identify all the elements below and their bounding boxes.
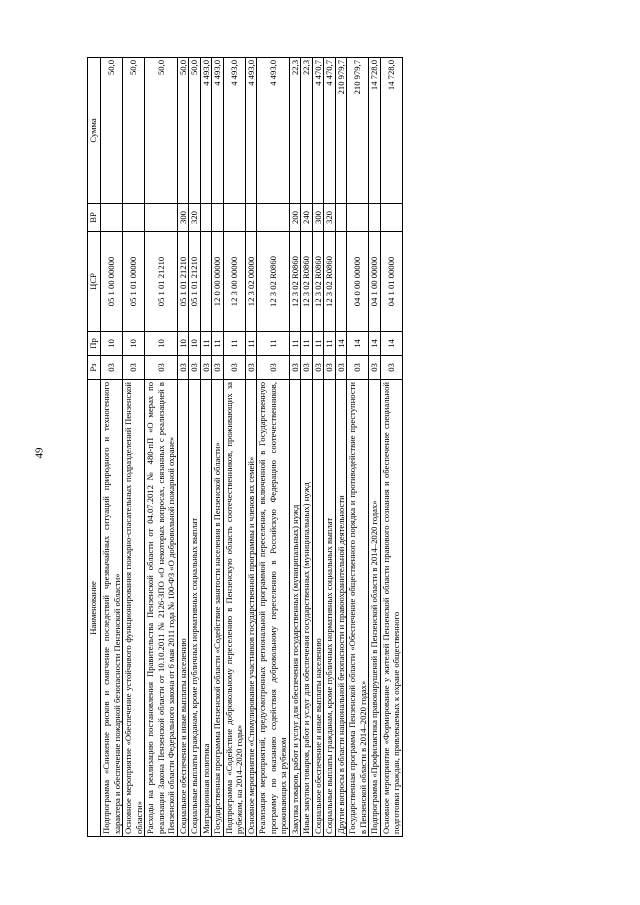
cell-vr <box>223 204 245 232</box>
table-row <box>245 58 257 837</box>
cell-sum: 4 493,0 <box>257 58 290 204</box>
cell-rz: 03 <box>177 356 189 380</box>
cell-name: Другие вопросы в области национальной безопасности и правоохранительной деятельности <box>335 380 347 837</box>
cell-csr: 12 3 02 R0860 <box>257 232 290 332</box>
table-row <box>101 58 123 837</box>
header-vr: ВР <box>88 204 101 232</box>
cell-csr: 05 1 00 00000 <box>101 232 123 332</box>
cell-csr: 12 3 02 R0860 <box>289 232 301 332</box>
cell-vr <box>245 204 257 232</box>
table-row <box>200 58 212 837</box>
header-csr: ЦСР <box>88 232 101 332</box>
table-row <box>223 58 245 837</box>
cell-name: Расходы на реализацию постановления Правительства Пензенской области от 04.07.2012 № 480-пП «О мерах по реализации Закона Пензенской области от 10.10.2011 № 2126-ЗПО «О некоторых вопросах, связанных с реализацией в Пензенской области Федерального закона от 6 мая 2011 года № 100-ФЗ «О добровольной пожарной охране» <box>145 380 178 837</box>
table-row <box>380 58 402 837</box>
cell-name: Иные закупки товаров, работ и услуг для обеспечения государственных (муниципальных) нужд <box>301 380 313 837</box>
cell-rz: 03 <box>189 356 201 380</box>
cell-pr: 14 <box>369 332 381 356</box>
cell-vr <box>101 204 123 232</box>
cell-sum: 4 493,0 <box>245 58 257 204</box>
cell-pr: 11 <box>200 332 212 356</box>
cell-sum: 4 493,0 <box>223 58 245 204</box>
cell-rz: 03 <box>312 356 324 380</box>
cell-name: Основное мероприятие «Стимулирование участников государственной программы и членов их семей» <box>245 380 257 837</box>
cell-vr: 240 <box>301 204 313 232</box>
cell-csr: 05 1 01 21210 <box>145 232 178 332</box>
cell-pr: 14 <box>335 332 347 356</box>
cell-csr: 12 3 02 R0860 <box>324 232 336 332</box>
rotated-page-content <box>87 58 580 837</box>
cell-vr <box>369 204 381 232</box>
cell-sum: 14 728,0 <box>369 58 381 204</box>
cell-csr: 05 1 01 21210 <box>177 232 189 332</box>
table-row <box>212 58 224 837</box>
table-body <box>101 58 403 837</box>
cell-sum: 50,0 <box>101 58 123 204</box>
header-sum: Сумма <box>88 58 101 204</box>
cell-name: Реализация мероприятий, предусмотренных региональной программой переселения, включенной в Государственную программу по оказанию содействия добровольному переселению в Российскую Федерацию соотечественников, проживающих за рубежом <box>257 380 290 837</box>
table-row <box>189 58 201 837</box>
cell-name: Социальное обеспечение и иные выплаты населению <box>177 380 189 837</box>
cell-name: Социальные выплаты гражданам, кроме публичных нормативных социальных выплат <box>324 380 336 837</box>
table-row <box>347 58 369 837</box>
cell-sum: 4 493,0 <box>212 58 224 204</box>
cell-rz: 03 <box>347 356 369 380</box>
cell-pr: 11 <box>257 332 290 356</box>
table-row <box>335 58 347 837</box>
cell-name: Основное мероприятие «Обеспечение устойчивого функционирования пожарно-спасательных подразделений Пензенской области» <box>123 380 145 837</box>
cell-csr: 04 1 01 00000 <box>380 232 402 332</box>
header-pr: Пр <box>88 332 101 356</box>
cell-sum: 14 728,0 <box>380 58 402 204</box>
cell-name: Закупка товаров, работ и услуг для обеспечения государственных (муниципальных) нужд <box>289 380 301 837</box>
cell-rz: 03 <box>301 356 313 380</box>
table-row <box>324 58 336 837</box>
header-rz: Рз <box>88 356 101 380</box>
cell-vr <box>347 204 369 232</box>
cell-name: Государственная программа Пензенской области «Содействие занятости населения в Пензенской области» <box>212 380 224 837</box>
cell-sum: 210 979,7 <box>347 58 369 204</box>
cell-vr <box>335 204 347 232</box>
cell-name: Подпрограмма «Профилактика правонарушений в Пензенской области в 2014–2020 годах» <box>369 380 381 837</box>
cell-sum: 4 493,0 <box>200 58 212 204</box>
cell-vr: 320 <box>324 204 336 232</box>
cell-csr: 05 1 01 21210 <box>189 232 201 332</box>
cell-rz: 03 <box>223 356 245 380</box>
cell-rz: 03 <box>212 356 224 380</box>
table-row <box>369 58 381 837</box>
table-row <box>312 58 324 837</box>
cell-name: Социальное обеспечение и иные выплаты населению <box>312 380 324 837</box>
cell-rz: 03 <box>335 356 347 380</box>
cell-sum: 210 979,7 <box>335 58 347 204</box>
cell-sum: 4 470,7 <box>324 58 336 204</box>
table-row <box>145 58 178 837</box>
cell-pr: 10 <box>145 332 178 356</box>
cell-pr: 10 <box>101 332 123 356</box>
cell-pr: 11 <box>289 332 301 356</box>
table-header-row <box>88 58 101 837</box>
cell-name: Государственная программа Пензенской области «Обеспечение общественного порядка и противодействие преступности в Пензенской области в 2014–2020 годах» <box>347 380 369 837</box>
cell-vr <box>212 204 224 232</box>
cell-rz: 03 <box>145 356 178 380</box>
cell-sum: 50,0 <box>123 58 145 204</box>
cell-csr: 12 3 02 00000 <box>245 232 257 332</box>
cell-sum: 50,0 <box>189 58 201 204</box>
cell-rz: 03 <box>380 356 402 380</box>
cell-csr <box>200 232 212 332</box>
cell-name: Основное мероприятие «Формирование у жителей Пензенской области правового сознания и обеспечение специальной подготовки граждан, привлекаемых к охране общественного <box>380 380 402 837</box>
cell-vr: 300 <box>312 204 324 232</box>
table-row <box>301 58 313 837</box>
cell-csr: 05 1 01 00000 <box>123 232 145 332</box>
table-row <box>257 58 290 837</box>
cell-pr: 10 <box>189 332 201 356</box>
cell-pr: 10 <box>177 332 189 356</box>
header-name: Наименование <box>88 380 101 837</box>
cell-csr: 04 1 00 00000 <box>369 232 381 332</box>
cell-pr: 11 <box>324 332 336 356</box>
cell-csr: 12 3 02 R0860 <box>301 232 313 332</box>
cell-csr <box>335 232 347 332</box>
cell-rz: 03 <box>289 356 301 380</box>
cell-name: Подпрограмма «Содействие добровольному переселению в Пензенскую область соотечественников, проживающих за рубежом, на 2014–2020 годы» <box>223 380 245 837</box>
cell-sum: 50,0 <box>145 58 178 204</box>
cell-pr: 11 <box>245 332 257 356</box>
cell-vr <box>257 204 290 232</box>
cell-sum: 22,3 <box>289 58 301 204</box>
table-row <box>123 58 145 837</box>
cell-vr <box>145 204 178 232</box>
cell-csr: 12 0 00 00000 <box>212 232 224 332</box>
cell-rz: 03 <box>257 356 290 380</box>
cell-name: Подпрограмма «Снижение рисков и смягчение последствий чрезвычайных ситуаций природного и техногенного характера и обеспечение пожарной безопасности Пензенской области» <box>101 380 123 837</box>
cell-pr: 11 <box>312 332 324 356</box>
cell-pr: 14 <box>380 332 402 356</box>
cell-sum: 22,3 <box>301 58 313 204</box>
page-number: 49 <box>33 447 46 459</box>
cell-csr: 04 0 00 00000 <box>347 232 369 332</box>
cell-vr: 320 <box>189 204 201 232</box>
cell-pr: 11 <box>223 332 245 356</box>
cell-name: Социальные выплаты гражданам, кроме публичных нормативных социальных выплат <box>189 380 201 837</box>
cell-name: Миграционная политика <box>200 380 212 837</box>
cell-pr: 11 <box>212 332 224 356</box>
table-row <box>289 58 301 837</box>
cell-csr: 12 3 02 R0860 <box>312 232 324 332</box>
cell-csr: 12 3 00 00000 <box>223 232 245 332</box>
cell-vr: 300 <box>177 204 189 232</box>
cell-rz: 03 <box>324 356 336 380</box>
cell-vr <box>380 204 402 232</box>
cell-sum: 4 470,7 <box>312 58 324 204</box>
cell-rz: 03 <box>200 356 212 380</box>
budget-table <box>87 57 403 837</box>
cell-pr: 14 <box>347 332 369 356</box>
cell-rz: 03 <box>369 356 381 380</box>
cell-pr: 10 <box>123 332 145 356</box>
cell-pr: 11 <box>301 332 313 356</box>
cell-vr <box>123 204 145 232</box>
cell-vr <box>200 204 212 232</box>
table-row <box>177 58 189 837</box>
cell-rz: 03 <box>101 356 123 380</box>
cell-rz: 03 <box>123 356 145 380</box>
cell-vr: 200 <box>289 204 301 232</box>
cell-rz: 03 <box>245 356 257 380</box>
cell-sum: 50,0 <box>177 58 189 204</box>
